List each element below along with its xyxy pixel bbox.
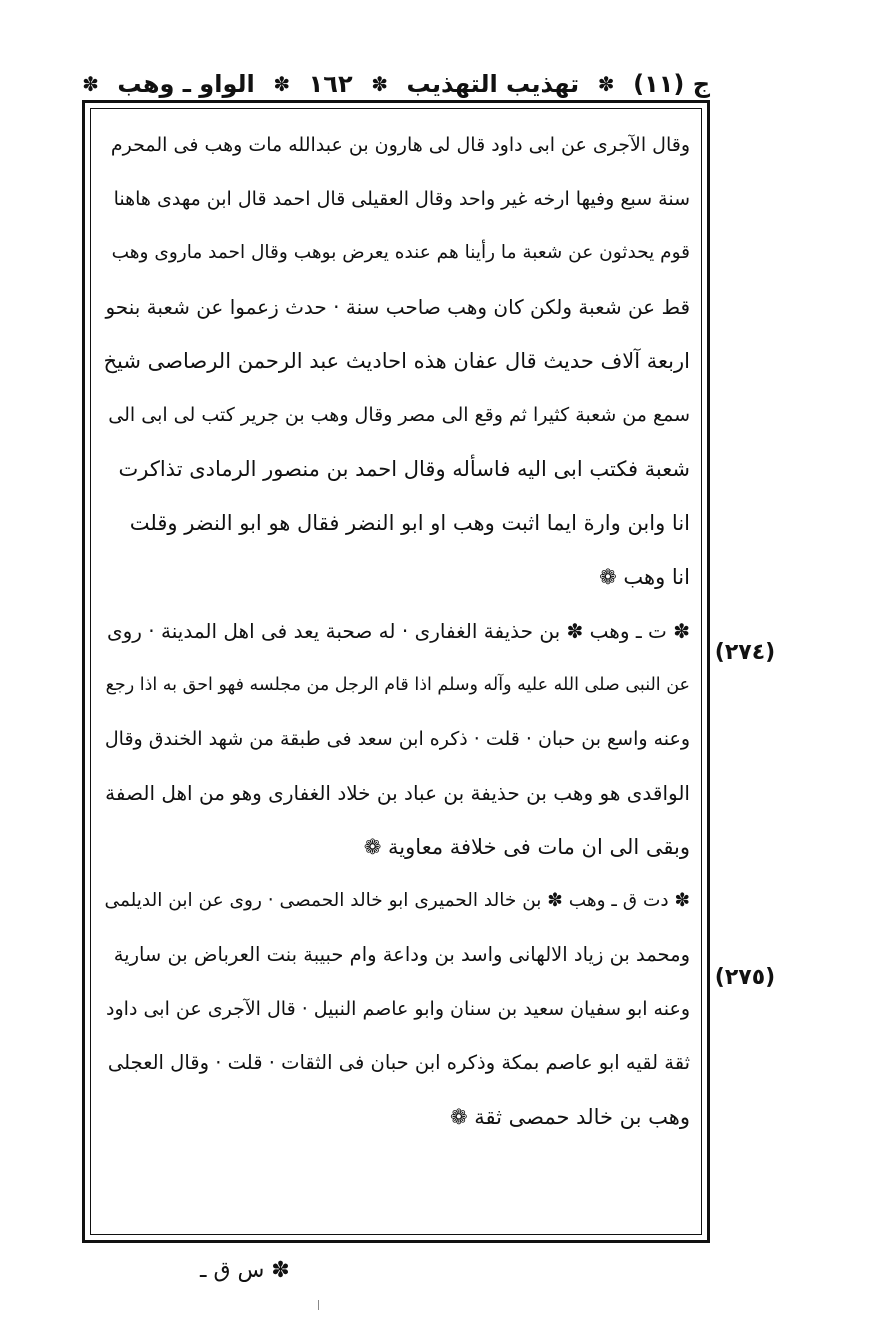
ornament-icon: ✽ <box>273 72 291 96</box>
text-line: وقال الآجرى عن ابى داود قال لى هارون بن عبدالله مات وهب فى المحرم <box>110 134 690 156</box>
text-line: قط عن شعبة ولكن كان وهب صاحب سنة · حدث زعموا عن شعبة بنحو <box>105 295 690 319</box>
text-line: وعنه ابو سفيان سعيد بن سنان وابو عاصم النبيل · قال الآجرى عن ابى داود <box>106 998 690 1020</box>
ornament-icon: ✽ <box>82 72 99 96</box>
text-line: سنة سبع وفيها ارخه غير واحد وقال العقيلى قال احمد قال ابن مهدى هاهنا <box>113 188 690 210</box>
text-line: الواقدى هو وهب بن حذيفة بن عباد بن خلاد الغفارى وهو من اهل الصفة <box>105 781 690 805</box>
text-line: شعبة فكتب ابى اليه فاسأله وقال احمد بن منصور الرمادى تذاكرت <box>118 457 690 481</box>
text-line: وبقى الى ان مات فى خلافة معاوية ❁ <box>363 835 690 859</box>
text-line: سمع من شعبة كثيرا ثم وقع الى مصر وقال وهب بن جرير كتب لى ابى الى <box>108 404 690 426</box>
text-line: انا وابن وارة ايما اثبت وهب او ابو النضر فقال هو ابو النضر وقلت <box>129 511 690 535</box>
volume-label: ج (١١) <box>633 70 710 98</box>
text-line: وعنه واسع بن حبان · قلت · ذكره ابن سعد فى طبقة من شهد الخندق وقال <box>104 728 690 750</box>
text-line: وهب بن خالد حمصى ثقة ❁ <box>449 1105 690 1129</box>
page-number: ١٦٢ <box>308 70 353 98</box>
text-line: اربعة آلاف حديث قال عفان هذه احاديث عبد الرحمن الرصاصى شيخ <box>103 349 690 373</box>
entry-heading-line: ✽ ت ـ وهب ✽ بن حذيفة الغفارى · له صحبة يعد فى اهل المدينة · روى <box>106 619 690 643</box>
entry-heading-line: ✽ دت ق ـ وهب ✽ بن خالد الحميرى ابو خالد الحمصى · روى عن ابن الديلمى <box>104 890 690 911</box>
section-label: الواو ـ وهب <box>117 70 255 98</box>
scan-mark <box>318 1300 319 1310</box>
entry-number: (٢٧٤) <box>714 640 776 665</box>
ornament-icon: ✽ <box>371 72 388 96</box>
text-line: ثقة لقيه ابو عاصم بمكة وذكره ابن حبان فى الثقات · قلت · وقال العجلى <box>107 1051 690 1074</box>
text-line: عن النبى صلى الله عليه وآله وسلم اذا قام الرجل من مجلسه فهو احق به اذا رجع <box>105 675 690 695</box>
text-line: ومحمد بن زياد الالهانى واسد بن وداعة وام حبيبة بنت العرباض بن سارية <box>113 943 690 966</box>
text-line: قوم يحدثون عن شعبة ما رأينا هم عنده يعرض بوهب وقال احمد ماروى وهب <box>111 242 690 263</box>
body-text <box>100 118 690 1144</box>
text-line: انا وهب ❁ <box>599 565 690 589</box>
entry-number: (٢٧٥) <box>714 965 776 990</box>
signature-mark: ✽ س ق ـ <box>200 1258 290 1283</box>
book-title: تهذيب التهذيب <box>406 70 580 98</box>
ornament-icon: ✽ <box>597 72 615 96</box>
